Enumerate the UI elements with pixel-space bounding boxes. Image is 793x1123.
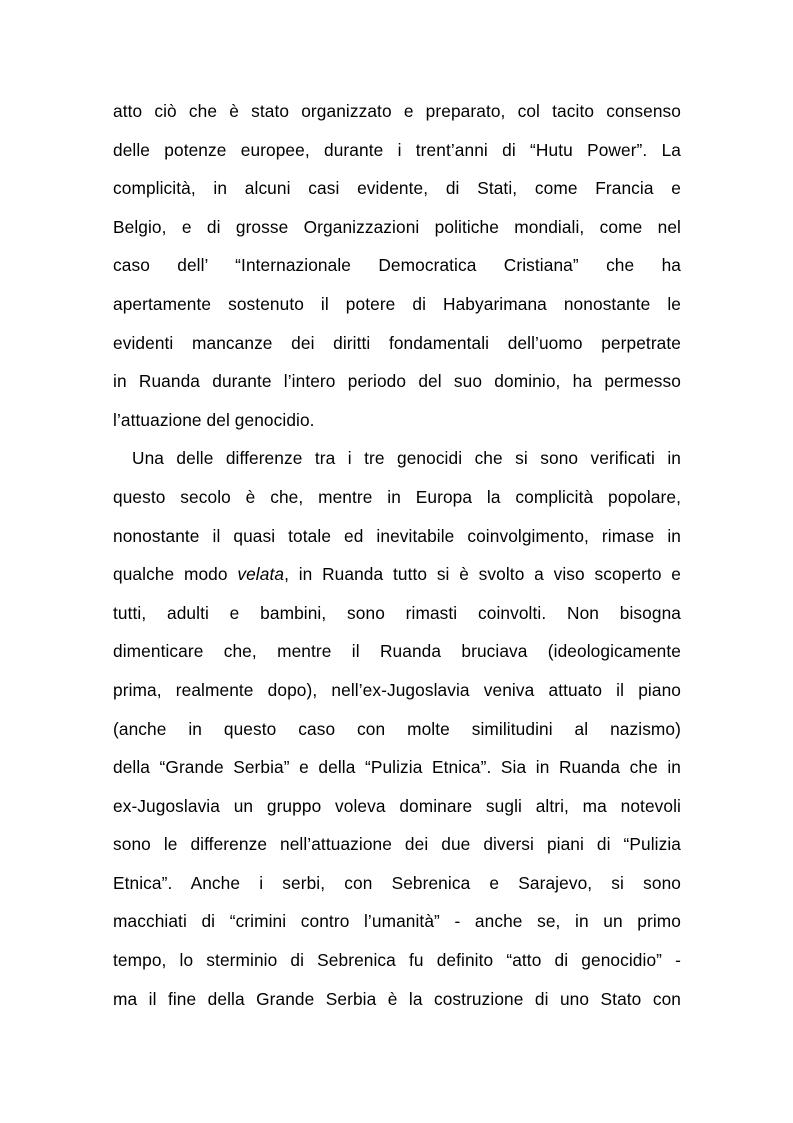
text-segment: , in Ruanda tutto si è svolto a viso scoperto e — [284, 564, 681, 585]
paragraph-start-line: Una delle differenze tra i tre genocidi che si sono verificati in — [132, 448, 681, 469]
text-line: ma il fine della Grande Serbia è la costruzione di uno Stato con — [113, 988, 681, 1009]
text-line: della “Grande Serbia” e della “Pulizia Etnica”. Sia in Ruanda che in — [113, 757, 681, 778]
text-line: apertamente sostenuto il potere di Habyarimana nonostante le — [113, 293, 681, 314]
text-line: delle potenze europee, durante i trent’anni di “Hutu Power”. La — [113, 139, 681, 160]
text-line-with-italic — [113, 555, 681, 594]
text-line: tempo, lo sterminio di Sebrenica fu definito “atto di genocidio” - — [113, 950, 681, 971]
body-text — [113, 92, 681, 1018]
text-line: evidenti mancanze dei diritti fondamentali dell’uomo perpetrate — [113, 332, 681, 353]
text-line: complicità, in alcuni casi evidente, di Stati, come Francia e — [113, 178, 681, 199]
text-line: macchiati di “crimini contro l’umanità” - anche se, in un primo — [113, 911, 681, 932]
italic-word: velata — [237, 564, 285, 585]
text-line: Etnica”. Anche i serbi, con Sebrenica e Sarajevo, si sono — [113, 872, 681, 893]
text-line: prima, realmente dopo), nell’ex-Jugoslavia veniva attuato il piano — [113, 679, 681, 700]
text-line: in Ruanda durante l’intero periodo del suo dominio, ha permesso — [113, 371, 681, 392]
paragraph-end-line: l’attuazione del genocidio. — [113, 409, 315, 430]
text-line: (anche in questo caso con molte similitudini al nazismo) — [113, 718, 681, 739]
text-line: caso dell’ “Internazionale Democratica Cristiana” che ha — [113, 255, 681, 276]
text-line: nonostante il quasi totale ed inevitabile coinvolgimento, rimase in — [113, 525, 681, 546]
text-line: Belgio, e di grosse Organizzazioni politiche mondiali, come nel — [113, 216, 681, 237]
text-line: ex-Jugoslavia un gruppo voleva dominare sugli altri, ma notevoli — [113, 795, 681, 816]
text-line: atto ciò che è stato organizzato e preparato, col tacito consenso — [113, 101, 681, 121]
text-line: sono le differenze nell’attuazione dei due diversi piani di “Pulizia — [113, 834, 681, 855]
text-line: dimenticare che, mentre il Ruanda bruciava (ideologicamente — [113, 641, 681, 662]
text-line: questo secolo è che, mentre in Europa la complicità popolare, — [113, 486, 681, 507]
text-segment: qualche modo — [113, 564, 238, 585]
text-line: tutti, adulti e bambini, sono rimasti coinvolti. Non bisogna — [113, 602, 681, 623]
